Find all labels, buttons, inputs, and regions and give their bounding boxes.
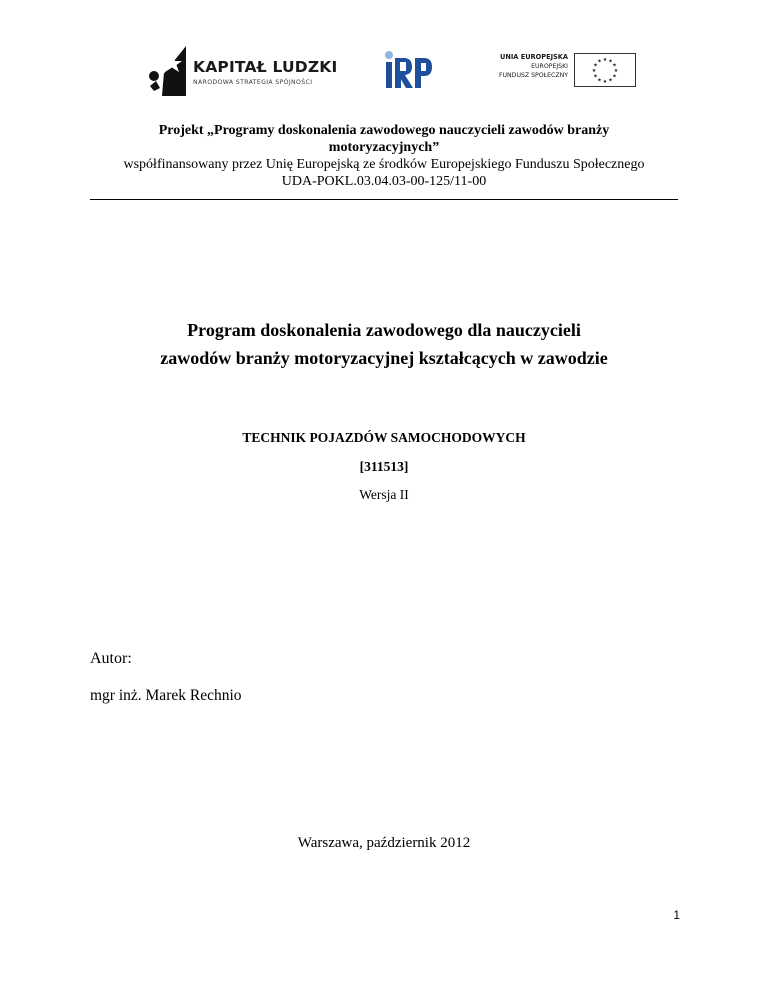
svg-text:★: ★ [591,68,597,74]
header-divider [90,199,678,200]
profession-code: [311513] [359,459,409,474]
svg-text:★: ★ [597,58,602,65]
project-title-line-1: Projekt „Programy doskonalenia zawodowego nauczycieli zawodów branży [158,123,610,138]
place-and-date: Warszawa, październik 2012 [297,835,471,851]
document-title [60,316,708,372]
document-version: Wersja II [359,487,409,502]
svg-text:★: ★ [593,73,598,80]
irp-logo-icon [384,50,434,90]
eu-line-2: EUROPEJSKI [531,63,568,70]
svg-text:★: ★ [602,79,608,85]
svg-text:★: ★ [612,73,617,80]
eu-logo-text [499,53,568,80]
project-code: UDA-POKL.03.04.03-00-125/11-00 [281,174,487,189]
kapital-ludzki-subtitle: NARODOWA STRATEGIA SPÓJNOŚCI [193,79,313,86]
kapital-ludzki-mark-icon [142,44,188,98]
svg-text:★: ★ [597,77,602,84]
document-title-line-1: Program doskonalenia zawodowego dla nauczycieli [187,320,581,340]
eu-line-3: FUNDUSZ SPOŁECZNY [498,72,568,79]
profession-name: TECHNIK POJAZDÓW SAMOCHODOWYCH [242,430,526,445]
svg-text:★: ★ [608,77,613,84]
author-label: Autor: [90,650,132,667]
svg-text:★: ★ [612,62,617,69]
project-header [60,122,708,190]
eu-flag-icon [574,53,636,87]
eu-logo [478,50,636,90]
page-number: 1 [673,908,680,922]
svg-text:★: ★ [593,62,598,69]
svg-text:★: ★ [613,68,619,74]
cofinanced-statement: współfinansowany przez Unię Europejską ze środków Europejskiego Funduszu Społecznego [123,157,645,172]
kapital-ludzki-logo [142,44,347,98]
kapital-ludzki-title: KAPITAŁ LUDZKI [193,58,338,76]
author-name: mgr inż. Marek Rechnio [90,687,242,704]
eu-line-1: UNIA EUROPEJSKA [499,53,568,61]
document-title-line-2: zawodów branży motoryzacyjnej kształcących w zawodzie [160,348,608,368]
project-title-line-2: motoryzacyjnych” [328,140,440,155]
svg-text:★: ★ [602,57,608,63]
irp-logo [384,50,434,90]
svg-text:★: ★ [608,58,613,65]
